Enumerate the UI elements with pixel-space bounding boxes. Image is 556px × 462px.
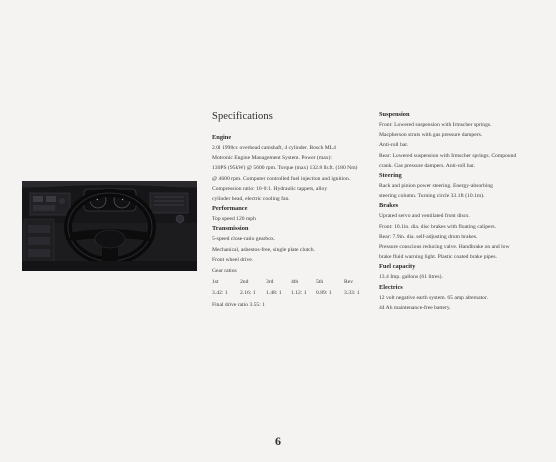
gear-header-row <box>212 277 370 288</box>
gear-value: 3.42: 1 <box>212 289 228 296</box>
steering-heading: Steering <box>379 172 402 180</box>
fuel-capacity-line: 13.4 Imp. gallons (61 litres). <box>379 274 443 281</box>
engine-line: Motronic Engine Management System. Power (max): <box>212 155 332 162</box>
gear-value: 1.48: 1 <box>266 289 282 296</box>
gear-value: 0.89: 1 <box>316 289 332 296</box>
gear-header: 1st <box>212 279 219 286</box>
dashboard-photo <box>22 181 197 271</box>
gear-header: 3rd <box>266 279 274 286</box>
engine-line: Compression ratio: 10·0:1. Hydraulic tappets, alloy <box>212 185 328 192</box>
gear-value: 2.16: 1 <box>240 289 256 296</box>
performance-heading: Performance <box>212 205 248 213</box>
brakes-line: brake fluid warning light. Plastic coated brake pipes. <box>379 254 497 261</box>
brakes-line: Rear: 7.9in. dia. self-adjusting drum brakes. <box>379 233 478 240</box>
transmission-heading: Transmission <box>212 225 249 233</box>
steering-line: steering column. Turning circle 33.1ft (10.1m). <box>379 193 485 200</box>
suspension-line: crank. Gas pressure dampers. Anti-roll bar. <box>379 162 475 169</box>
gear-header: 5th <box>316 279 324 286</box>
transmission-line: 5-speed close-ratio gearbox. <box>212 236 276 243</box>
page-title: Specifications <box>212 111 273 122</box>
suspension-line: Macpherson struts with gas pressure dampers. <box>379 132 483 139</box>
steering-line: Rack and pinion power steering. Energy-absorbing <box>379 183 493 190</box>
page-number: 6 <box>275 434 281 448</box>
brakes-line: Front: 10.1in. dia. disc brakes with floating calipers. <box>379 223 496 230</box>
gear-ratios-table <box>212 277 370 298</box>
electrics-line: 12 volt negative earth system. 65 amp alternator. <box>379 294 488 301</box>
transmission-line: Mechanical, asbestos-free, single plate clutch. <box>212 246 315 253</box>
suspension-line: Front: Lowered suspension with Irmscher springs. <box>379 122 492 128</box>
electrics-line: 44 Ah maintenance-free battery. <box>379 304 451 311</box>
suspension-line: Rear: Lowered suspension with Irmscher springs. Compound <box>379 152 517 159</box>
gear-value-row <box>212 288 370 299</box>
fuel-capacity-heading: Fuel capacity <box>379 263 416 271</box>
transmission-line: Front wheel drive. <box>212 256 254 263</box>
brakes-line: Uprated servo and ventilated front discs. <box>379 213 470 220</box>
engine-line: @ 4600 rpm. Computer controlled fuel injection and ignition. <box>212 175 351 182</box>
gear-header: 4th <box>291 279 299 286</box>
engine-heading: Engine <box>212 134 232 141</box>
performance-line: Top speed 120 mph <box>212 216 256 223</box>
specs-column-right <box>379 110 541 313</box>
brakes-line: Pressure conscious reducing valve. Handbrake on and low <box>379 244 510 251</box>
gear-value: 1.12: 1 <box>291 289 307 296</box>
final-drive-ratio: Final drive ratio 3.55: 1 <box>212 302 265 309</box>
gear-value: 3.33: 1 <box>344 289 360 296</box>
dashboard-image <box>22 181 197 271</box>
suspension-heading: Suspension <box>379 111 410 118</box>
brakes-heading: Brakes <box>379 202 399 210</box>
engine-line: 130PS (95kW) @ 5600 rpm. Torque (max) 132.8 lb.ft. (180 Nm) <box>212 165 358 172</box>
gear-header: Rev <box>344 279 354 286</box>
suspension-line: Anti-roll bar. <box>379 142 409 149</box>
specs-column-left <box>212 110 370 310</box>
engine-line: cylinder head, electric cooling fan. <box>212 196 290 203</box>
gear-header: 2nd <box>240 279 249 286</box>
electrics-heading: Electrics <box>379 283 403 291</box>
engine-line: 2.0l 1998cc overhead camshaft, 4 cylinder. Bosch ML4 <box>212 145 336 151</box>
gear-ratios-label: Gear ratios <box>212 268 237 275</box>
